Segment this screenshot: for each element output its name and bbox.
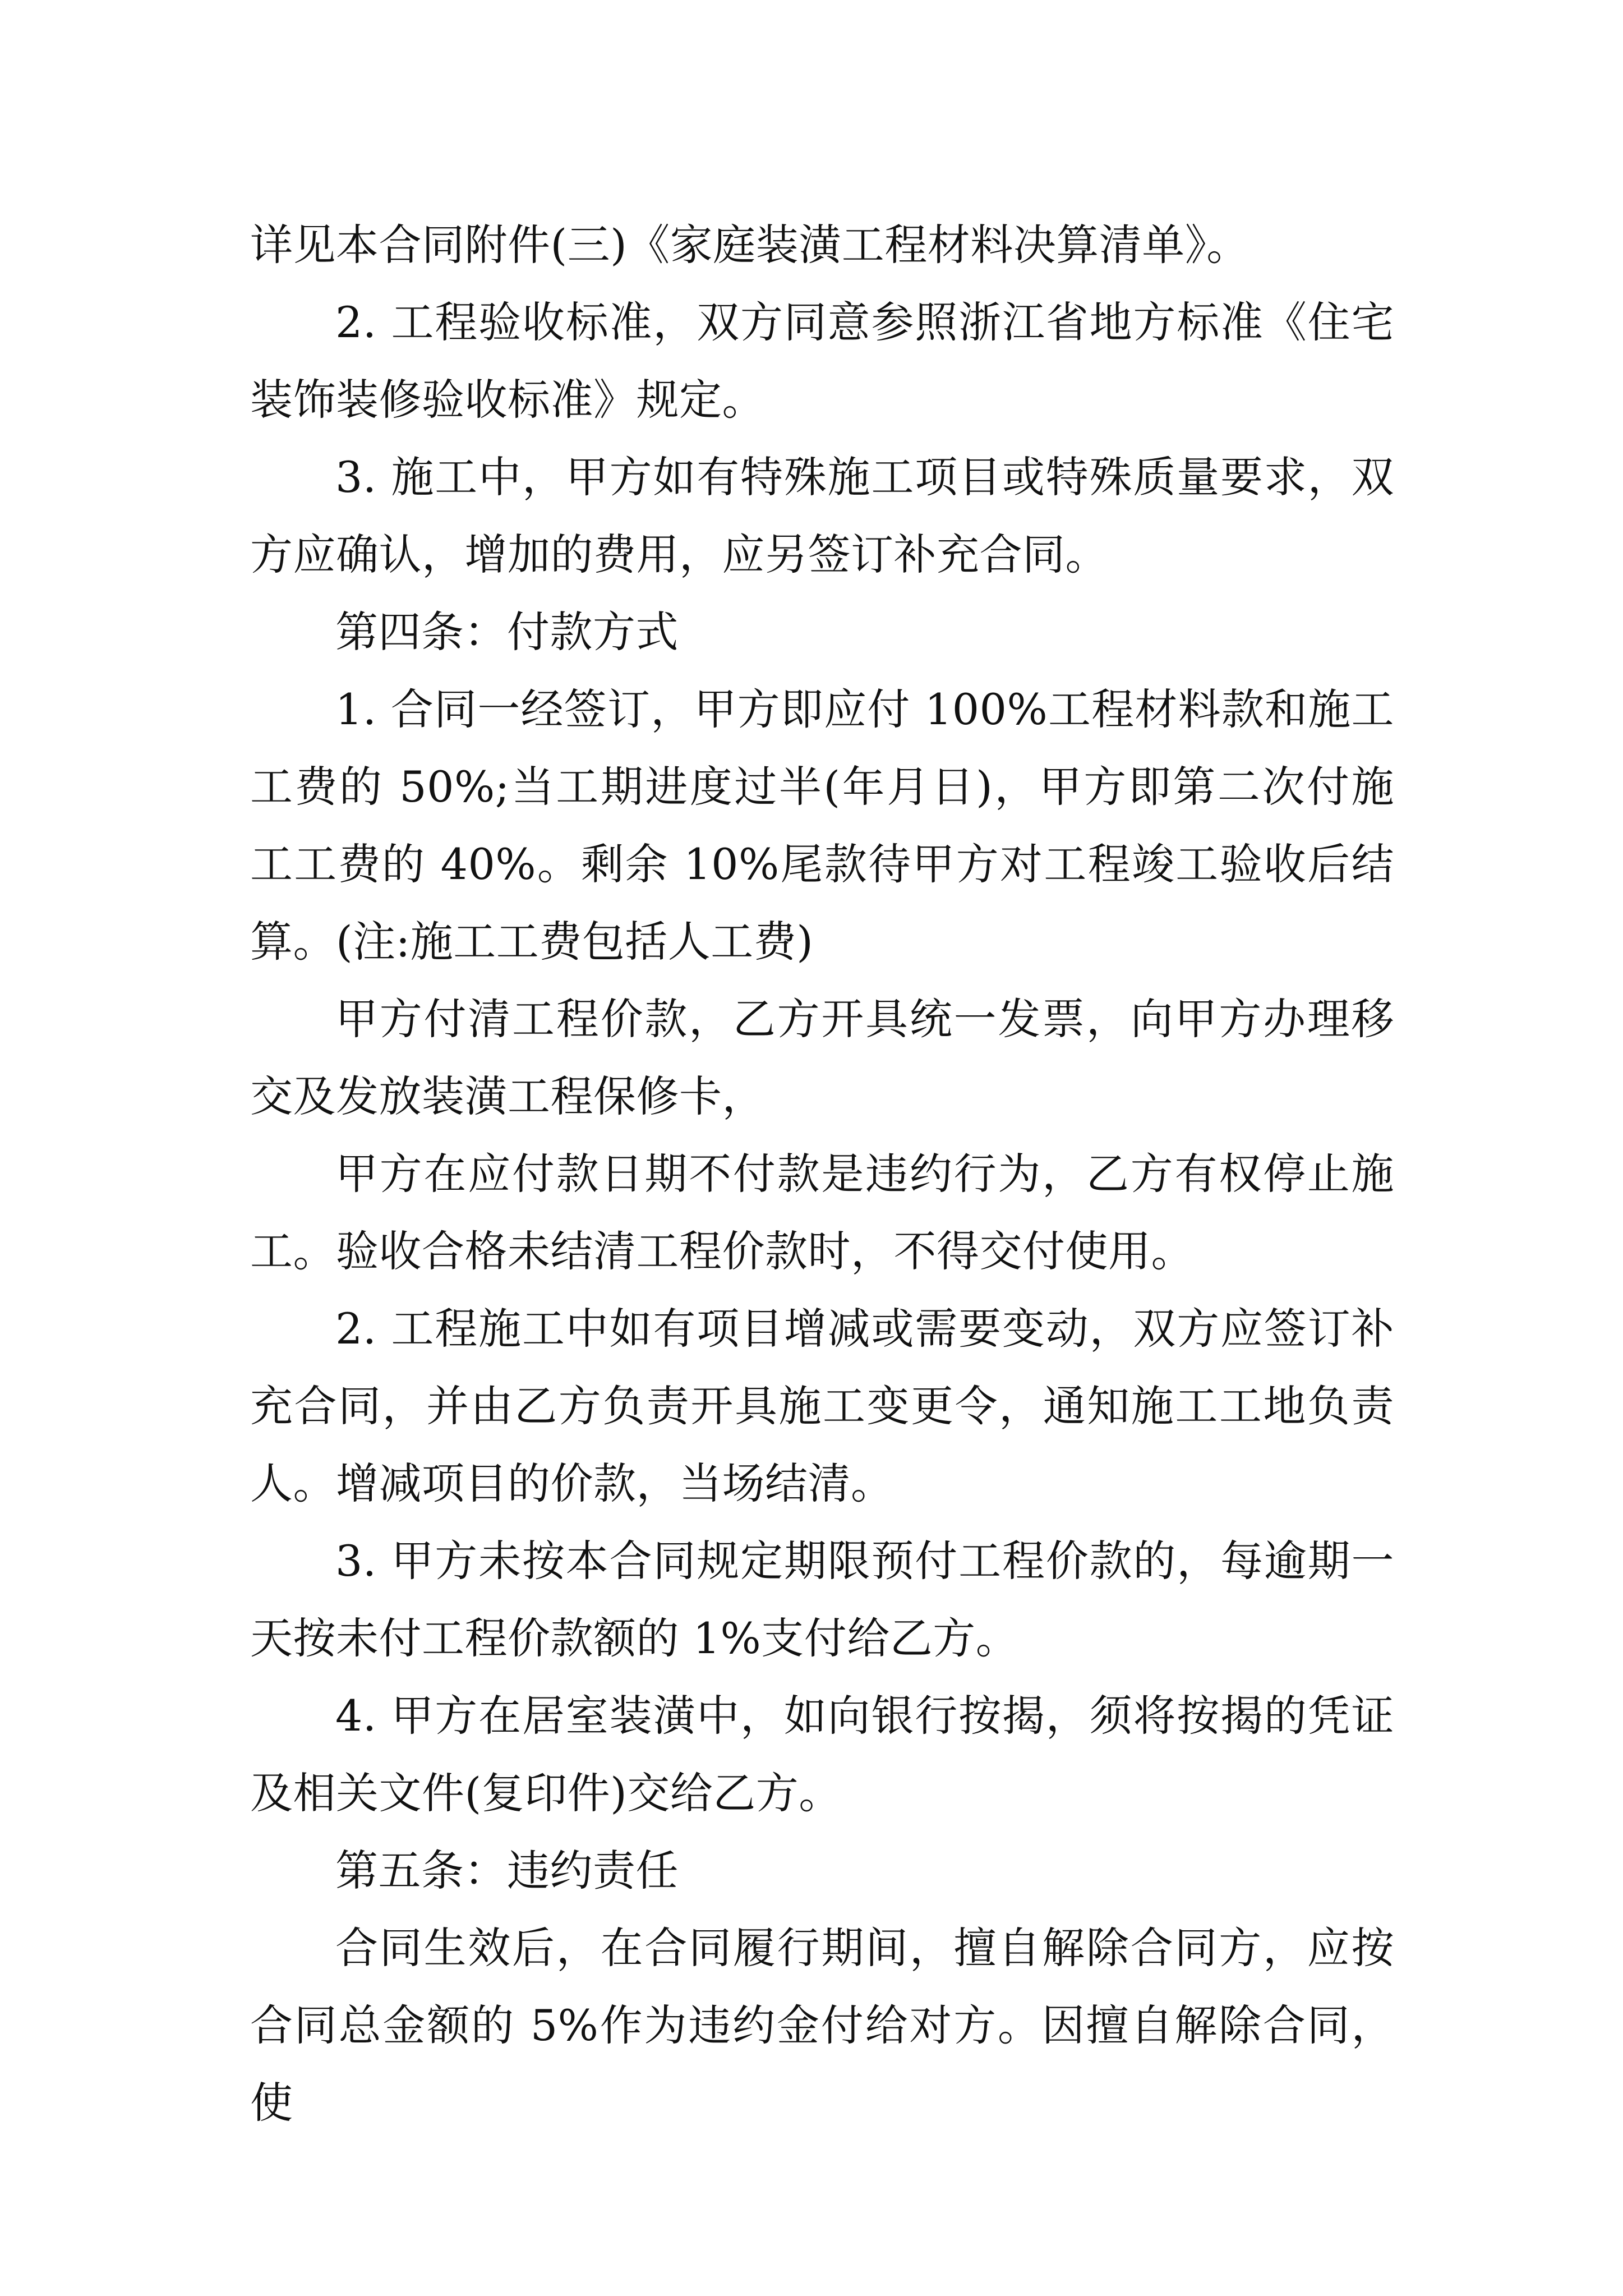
paragraph-payment-schedule: 1. 合同一经签订，甲方即应付 100%工程材料款和施工工费的 50%;当工期进度过半(年月日)，甲方即第二次付施工工费的 40%。剩余 10%尾款待甲方对工程竣工验收后结算。(注:施工工费包括人工费) xyxy=(250,684,1394,967)
paragraph-project-changes: 2. 工程施工中如有项目增减或需要变动，双方应签订补充合同，并由乙方负责开具施工变更令，通知施工工地负责人。增减项目的价款，当场结清。 xyxy=(250,1304,1394,1508)
paragraph-special-requirements: 3. 施工中，甲方如有特殊施工项目或特殊质量要求，双方应确认，增加的费用，应另签订补充合同。 xyxy=(250,452,1394,579)
paragraph-invoice-handover: 甲方付清工程价款，乙方开具统一发票，向甲方办理移交及发放装潢工程保修卡， xyxy=(250,994,1394,1121)
paragraph-mortgage-documents: 4. 甲方在居室装潢中，如向银行按揭，须将按揭的凭证及相关文件(复印件)交给乙方。 xyxy=(250,1691,1394,1818)
section-heading-article-4: 第四条：付款方式 xyxy=(335,607,679,657)
paragraph-overdue-penalty: 3. 甲方未按本合同规定期限预付工程价款的，每逾期一天按未付工程价款额的 1%支付给乙方。 xyxy=(250,1536,1394,1663)
paragraph-acceptance-standard: 2. 工程验收标准，双方同意参照浙江省地方标准《住宅装饰装修验收标准》规定。 xyxy=(250,297,1394,425)
paragraph-attachment-reference: 详见本合同附件(三)《家庭装潢工程材料决算清单》。 xyxy=(250,220,1249,270)
document-body xyxy=(250,206,1394,2142)
section-heading-article-5: 第五条：违约责任 xyxy=(335,1846,679,1895)
paragraph-contract-termination: 合同生效后，在合同履行期间，擅自解除合同方，应按合同总金额的 5%作为违约金付给对方。因擅自解除合同，使 xyxy=(250,1923,1394,2128)
paragraph-late-payment-breach: 甲方在应付款日期不付款是违约行为，乙方有权停止施工。验收合格未结清工程价款时，不得交付使用。 xyxy=(250,1149,1394,1276)
